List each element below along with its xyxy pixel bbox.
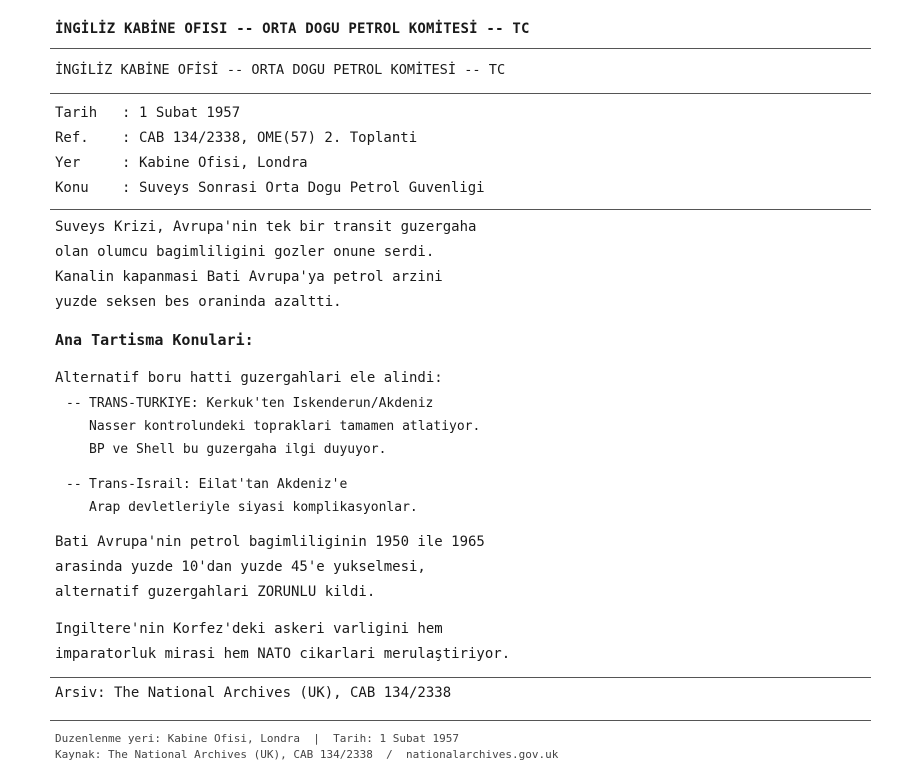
divider: [50, 720, 871, 721]
item-line: BP ve Shell bu guzergaha ilgi duyuyor.: [89, 442, 387, 457]
paragraph-line: Suveys Krizi, Avrupa'nin tek bir transit guzergaha: [55, 219, 477, 235]
list-item: [66, 473, 418, 519]
intro-paragraph: [55, 215, 476, 315]
divider: [50, 209, 871, 210]
archive-reference: Arsiv: The National Archives (UK), CAB 134/2338: [55, 685, 452, 701]
item-line: TRANS-TURKIYE: Kerkuk'ten Iskenderun/Akdeniz: [89, 396, 434, 411]
item-line: Arap devletleriyle siyasi komplikasyonlar.: [89, 500, 418, 515]
dependency-paragraph: [55, 530, 485, 605]
list-dash: --: [66, 477, 82, 492]
paragraph-line: imparatorluk mirasi hem NATO cikarlari merulaştiriyor.: [55, 646, 511, 662]
paragraph-line: yuzde seksen bes oraninda azaltti.: [55, 294, 342, 310]
paragraph-line: Bati Avrupa'nin petrol bagimliliginin 1950 ile 1965: [55, 534, 485, 550]
divider: [50, 48, 871, 49]
conclusion-paragraph: [55, 617, 510, 667]
meta-separator: :: [122, 155, 131, 171]
paragraph-line: arasinda yuzde 10'dan yuzde 45'e yukselmesi,: [55, 559, 426, 575]
meta-key: Ref.: [55, 130, 89, 146]
metadata-block: [55, 101, 485, 201]
meta-key: Tarih: [55, 105, 98, 121]
divider: [50, 93, 871, 94]
meta-row-subject: [55, 176, 485, 201]
meta-key: Yer: [55, 155, 81, 171]
section-heading: Ana Tartisma Konulari:: [55, 331, 254, 349]
meta-value: Suveys Sonrasi Orta Dogu Petrol Guvenligi: [139, 180, 485, 196]
document-subtitle: İNGİLİZ KABİNE OFİSİ -- ORTA DOGU PETROL KOMİTESİ -- TC: [55, 62, 506, 78]
footer-line: Kaynak: The National Archives (UK), CAB 134/2338 / nationalarchives.gov.uk: [55, 748, 559, 761]
divider: [50, 677, 871, 678]
item-line: Trans-Israil: Eilat'tan Akdeniz'e: [89, 477, 348, 492]
meta-value: CAB 134/2338, OME(57) 2. Toplanti: [139, 130, 418, 146]
meta-row-reference: [55, 126, 485, 151]
alternatives-intro: Alternatif boru hatti guzergahlari ele alindi:: [55, 370, 443, 386]
meta-value: Kabine Ofisi, Londra: [139, 155, 308, 171]
paragraph-line: Kanalin kapanmasi Bati Avrupa'ya petrol arzini: [55, 269, 443, 285]
item-line: Nasser kontrolundeki topraklari tamamen atlatiyor.: [89, 419, 481, 434]
paragraph-line: Ingiltere'nin Korfez'deki askeri varligini hem: [55, 621, 443, 637]
document-title: İNGİLİZ KABİNE OFISI -- ORTA DOGU PETROL KOMİTESİ -- TC: [55, 21, 530, 37]
list-dash: --: [66, 396, 82, 411]
meta-separator: :: [122, 130, 131, 146]
meta-row-date: [55, 101, 485, 126]
meta-separator: :: [122, 180, 131, 196]
paragraph-line: alternatif guzergahlari ZORUNLU kildi.: [55, 584, 376, 600]
footer: [55, 731, 558, 763]
footer-line: Duzenlenme yeri: Kabine Ofisi, Londra | Tarih: 1 Subat 1957: [55, 732, 459, 745]
meta-separator: :: [122, 105, 131, 121]
list-item: [66, 392, 480, 461]
meta-value: 1 Subat 1957: [139, 105, 241, 121]
meta-row-place: [55, 151, 485, 176]
meta-key: Konu: [55, 180, 89, 196]
paragraph-line: olan olumcu bagimliligini gozler onune serdi.: [55, 244, 435, 260]
